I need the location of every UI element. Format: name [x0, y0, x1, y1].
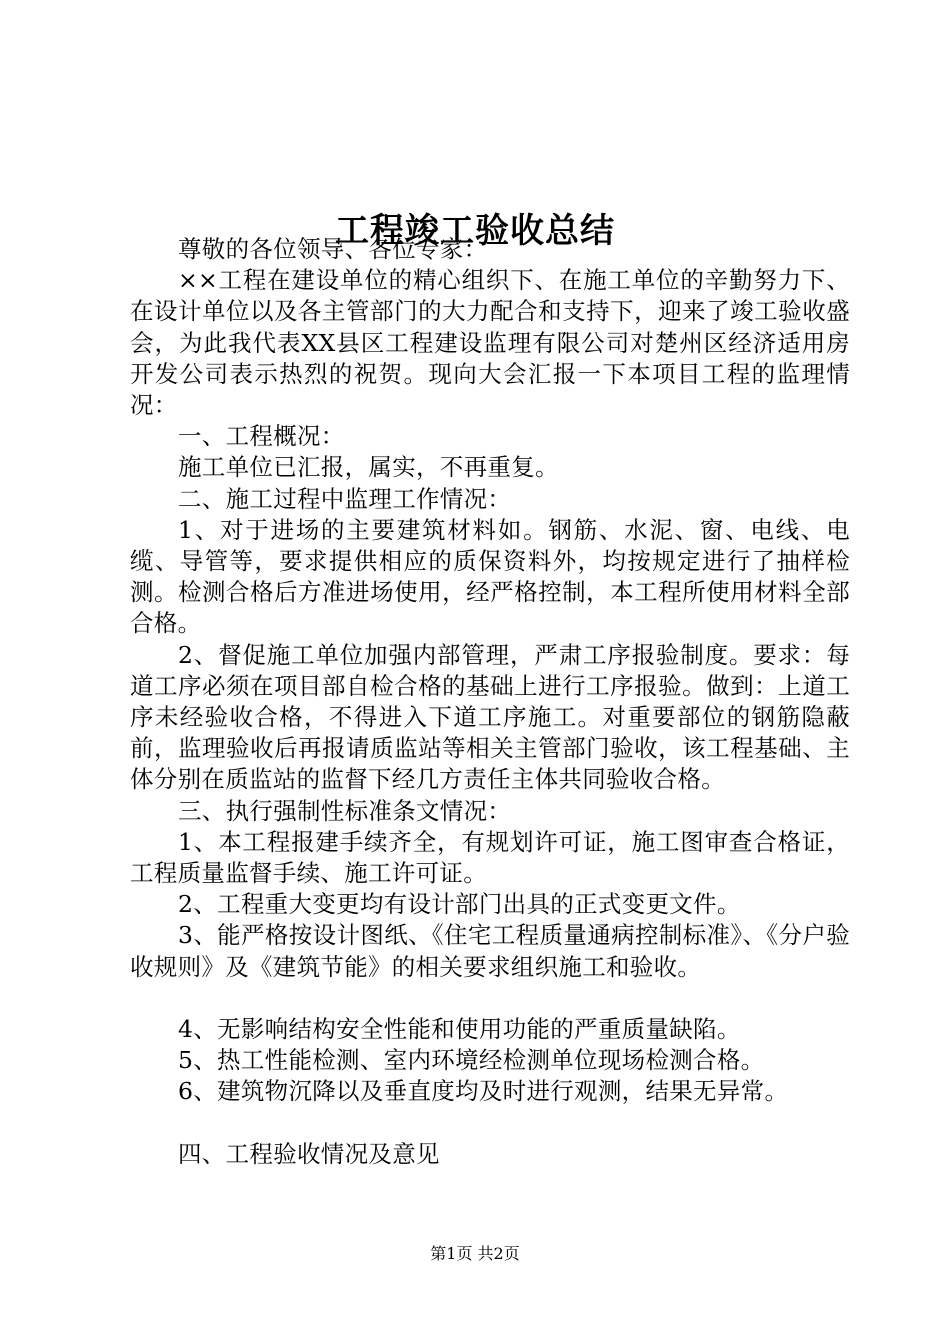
document-body: [130, 234, 850, 1170]
paragraph: 施工单位已汇报，属实，不再重复。: [178, 453, 559, 482]
paragraph: 2、督促施工单位加强内部管理，严肃工序报验制度。要求：每道工序必须在项目部自检合格的基础上进行工序报验。做到：上道工序未经验收合格，不得进入下道工序施工。对重要部位的钢筋隐蔽前，监理验收后再报请质监站等相关主管部门验收，该工程基础、主体分别在质监站的监督下经几方责任主体共同验收合格。: [130, 640, 850, 794]
paragraph: 5、热工性能检测、室内环境经检测单位现场检测合格。: [178, 1046, 765, 1075]
paragraph: 3、能严格按设计图纸、《住宅工程质量通病控制标准》、《分户验收规则》及《建筑节能》的相关要求组织施工和验收。: [130, 921, 850, 981]
salutation: 尊敬的各位领导、各位专家：: [178, 235, 488, 263]
paragraph: 6、建筑物沉降以及垂直度均及时进行观测，结果无异常。: [178, 1077, 789, 1106]
section-heading-1: 一、工程概况：: [178, 422, 345, 451]
paragraph: 4、无影响结构安全性能和使用功能的严重质量缺陷。: [178, 1015, 741, 1044]
section-heading-2: 二、施工过程中监理工作情况：: [178, 484, 512, 513]
paragraph: 1、本工程报建手续齐全，有规划许可证，施工图审查合格证，工程质量监督手续、施工许可证。: [130, 827, 850, 888]
document-title: 工程竣工验收总结: [335, 210, 615, 251]
intro-paragraph: ××工程在建设单位的精心组织下、在施工单位的辛勤努力下、在设计单位以及各主管部门的大力配合和支持下，迎来了竣工验收盛会，为此我代表XX县区工程建设监理有限公司对楚州区经济适用房开发公司表示热烈的祝贺。现向大会汇报一下本项目工程的监理情况：: [130, 266, 850, 420]
section-heading-3: 三、执行强制性标准条文情况：: [178, 796, 512, 825]
paragraph: 2、工程重大变更均有设计部门出具的正式变更文件。: [178, 890, 741, 919]
page-footer: 第1页 共2页: [430, 1244, 520, 1263]
paragraph: 1、对于进场的主要建筑材料如。钢筋、水泥、窗、电线、电缆、导管等，要求提供相应的质保资料外，均按规定进行了抽样检测。检测合格后方准进场使用，经严格控制，本工程所使用材料全部合格。: [130, 515, 850, 638]
section-heading-4: 四、工程验收情况及意见: [178, 1139, 440, 1168]
